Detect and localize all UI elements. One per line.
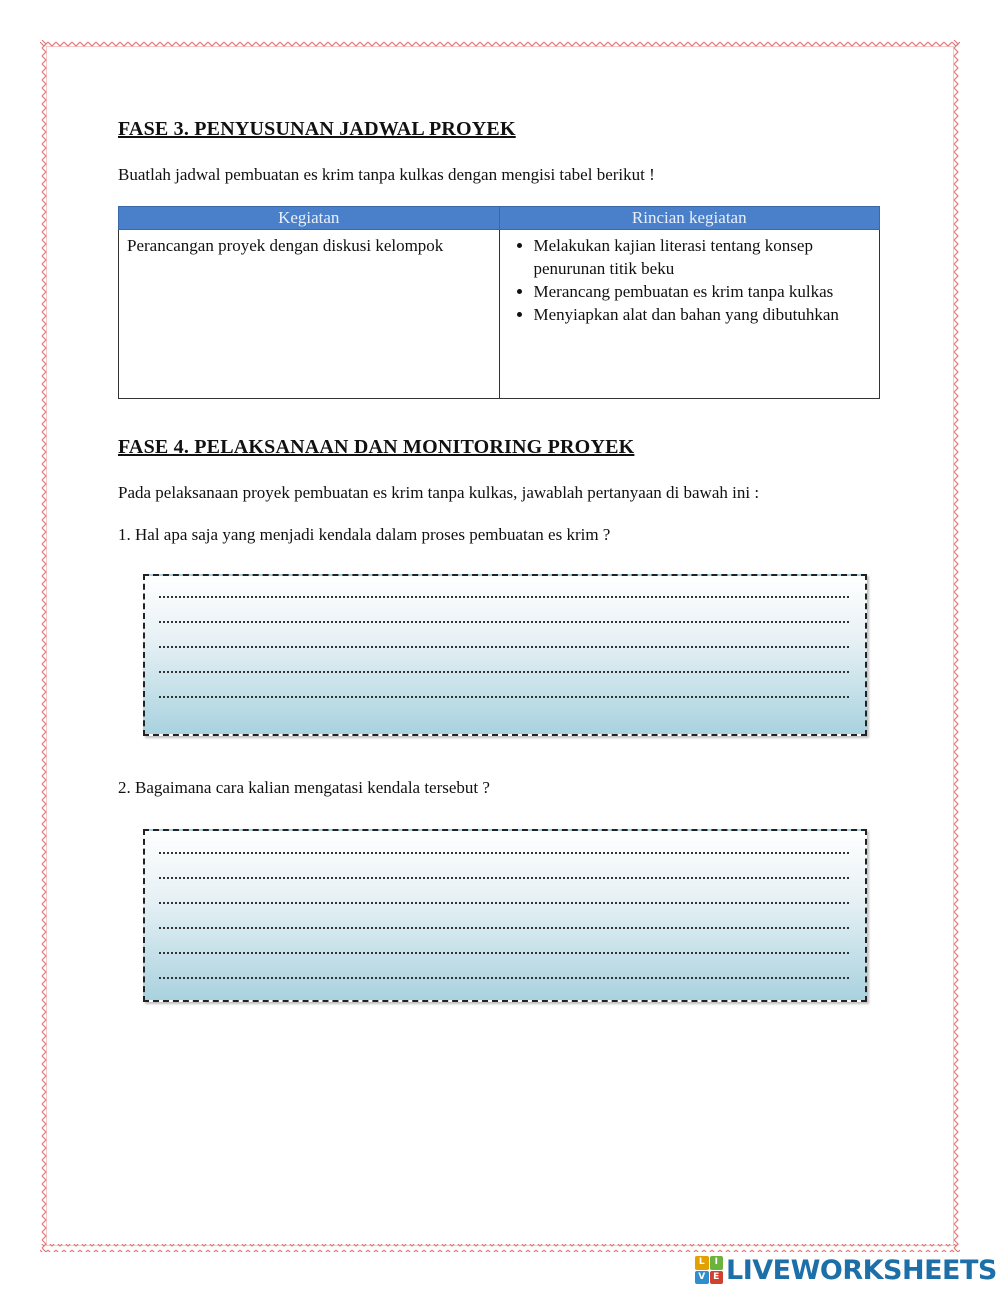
fase3-heading: FASE 3. PENYUSUNAN JADWAL PROYEK xyxy=(118,118,516,140)
answer-line[interactable] xyxy=(159,927,849,929)
table-header-rincian: Rincian kegiatan xyxy=(499,207,880,230)
answer-line[interactable] xyxy=(159,671,849,673)
rincian-item: • Melakukan kajian literasi tentang konsep penurunan titik beku xyxy=(534,234,872,280)
answer-line[interactable] xyxy=(159,696,849,698)
fase4-heading: FASE 4. PELAKSANAAN DAN MONITORING PROYEK xyxy=(118,436,635,458)
liveworksheets-logo xyxy=(695,1255,997,1285)
rincian-cell xyxy=(499,230,880,399)
rincian-list xyxy=(508,234,872,326)
rincian-item: • Menyiapkan alat dan bahan yang dibutuhkan xyxy=(534,303,872,326)
schedule-table xyxy=(118,206,880,399)
answer-box-2[interactable] xyxy=(143,829,867,1002)
answer-line[interactable] xyxy=(159,621,849,623)
answer-line[interactable] xyxy=(159,852,849,854)
liveworksheets-logo-text: LIVEWORKSHEETS xyxy=(726,1254,997,1286)
kegiatan-cell: Perancangan proyek dengan diskusi kelompok xyxy=(119,230,500,399)
table-row xyxy=(119,230,880,399)
question-1: 1. Hal apa saja yang menjadi kendala dalam proses pembuatan es krim ? xyxy=(118,525,611,544)
fase4-instruction: Pada pelaksanaan proyek pembuatan es krim tanpa kulkas, jawablah pertanyaan di bawah ini : xyxy=(118,483,760,502)
table-header-kegiatan: Kegiatan xyxy=(119,207,500,230)
answer-line[interactable] xyxy=(159,646,849,648)
rincian-item: • Merancang pembuatan es krim tanpa kulkas xyxy=(534,280,872,303)
answer-line[interactable] xyxy=(159,977,849,979)
fase3-instruction: Buatlah jadwal pembuatan es krim tanpa kulkas dengan mengisi tabel berikut ! xyxy=(118,165,655,184)
answer-line[interactable] xyxy=(159,952,849,954)
answer-box-1[interactable] xyxy=(143,574,867,736)
liveworksheets-logo-icon: L I V E xyxy=(695,1256,723,1284)
question-2: 2. Bagaimana cara kalian mengatasi kendala tersebut ? xyxy=(118,778,490,797)
answer-line[interactable] xyxy=(159,596,849,598)
answer-line[interactable] xyxy=(159,902,849,904)
answer-line[interactable] xyxy=(159,877,849,879)
